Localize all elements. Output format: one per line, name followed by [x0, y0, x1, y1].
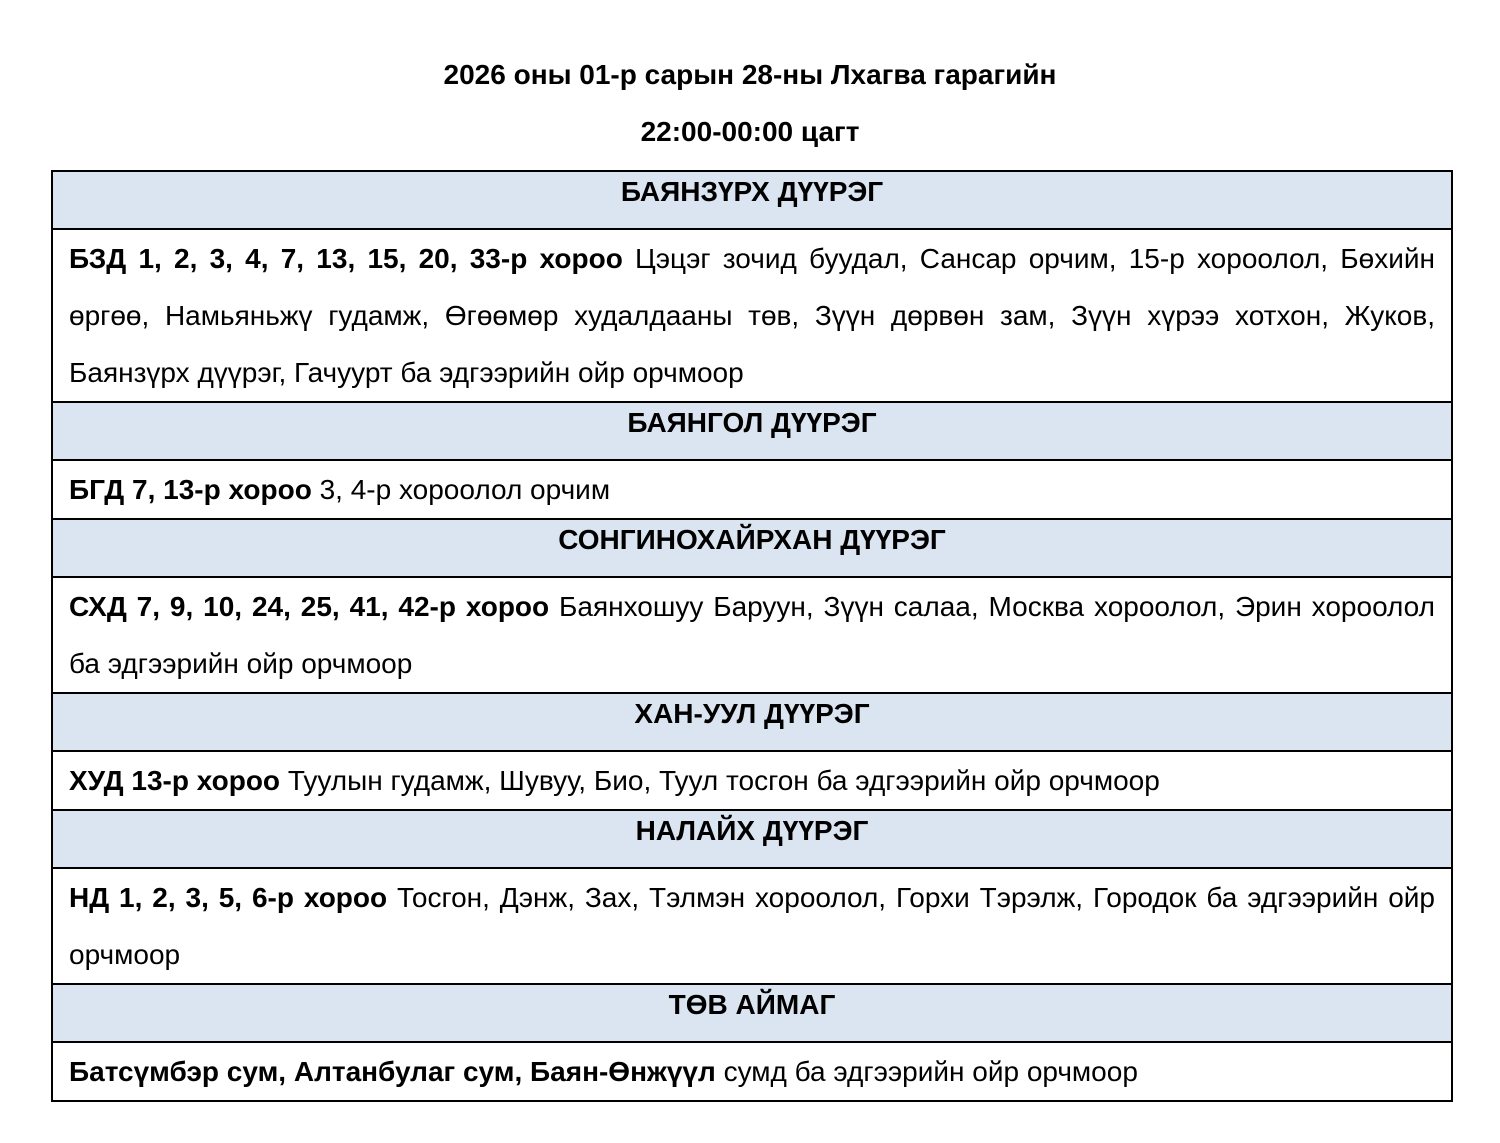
district-area-cell [52, 460, 1452, 519]
district-area-cell [52, 868, 1452, 984]
district-header-row [52, 984, 1452, 1042]
area-list: сумд ба эдгээрийн ойр орчмоор [723, 1056, 1138, 1087]
district-name: НАЛАЙХ ДҮҮРЭГ [52, 810, 1452, 868]
district-area-cell [52, 229, 1452, 402]
khoroo-code: БГД 7, 13-р хороо [69, 474, 312, 505]
khoroo-code: СХД 7, 9, 10, 24, 25, 41, 42-р хороо [69, 591, 550, 622]
district-name: БАЯНГОЛ ДҮҮРЭГ [52, 402, 1452, 460]
khoroo-code: Батсүмбэр сум, Алтанбулаг сум, Баян-Өнжүүл [69, 1056, 716, 1087]
area-list: 3, 4-р хороолол орчим [319, 474, 611, 505]
district-name: ТӨВ АЙМАГ [52, 984, 1452, 1042]
page-title-date: 2026 оны 01-р сарын 28-ны Лхагва гарагийн [443, 59, 1057, 90]
district-header-row [52, 519, 1452, 577]
district-name: ХАН-УУЛ ДҮҮРЭГ [52, 693, 1452, 751]
outage-schedule-table [51, 170, 1453, 1102]
area-list: Баянхошуу Баруун, Зүүн салаа, Москва хороолол, Эрин хороолол ба эдгээрийн ойр орчмоор [69, 591, 1435, 679]
district-area-cell [52, 577, 1452, 693]
khoroo-code: ХУД 13-р хороо [69, 765, 281, 796]
district-header-row [52, 171, 1452, 229]
district-area-row [52, 751, 1452, 810]
page-title-time: 22:00-00:00 цагт [640, 116, 860, 147]
area-list: Тосгон, Дэнж, Зах, Тэлмэн хороолол, Горхи Тэрэлж, Городок ба эдгээрийн ойр орчмоор [69, 882, 1435, 970]
khoroo-code: НД 1, 2, 3, 5, 6-р хороо [69, 882, 388, 913]
district-area-row [52, 229, 1452, 402]
area-list: Цэцэг зочид буудал, Сансар орчим, 15-р хороолол, Бөхийн өргөө, Намьяньжү гудамж, Өгөөмөр худалдааны төв, Зүүн дөрвөн зам, Зүүн хүрээ хотхон, Жуков, Баянзүрх дүүрэг, Гачуурт ба эдгээрийн ойр орчмоор [69, 243, 1435, 388]
district-area-cell [52, 1042, 1452, 1101]
district-area-row [52, 577, 1452, 693]
district-header-row [52, 810, 1452, 868]
khoroo-code: БЗД 1, 2, 3, 4, 7, 13, 15, 20, 33-р хороо [69, 243, 623, 274]
district-name: СОНГИНОХАЙРХАН ДҮҮРЭГ [52, 519, 1452, 577]
district-header-row [52, 402, 1452, 460]
area-list: Туулын гудамж, Шувуу, Био, Туул тосгон ба эдгээрийн ойр орчмоор [287, 765, 1160, 796]
district-header-row [52, 693, 1452, 751]
district-name: БАЯНЗҮРХ ДҮҮРЭГ [52, 171, 1452, 229]
district-area-row [52, 868, 1452, 984]
district-area-row [52, 460, 1452, 519]
district-area-cell [52, 751, 1452, 810]
district-area-row [52, 1042, 1452, 1101]
